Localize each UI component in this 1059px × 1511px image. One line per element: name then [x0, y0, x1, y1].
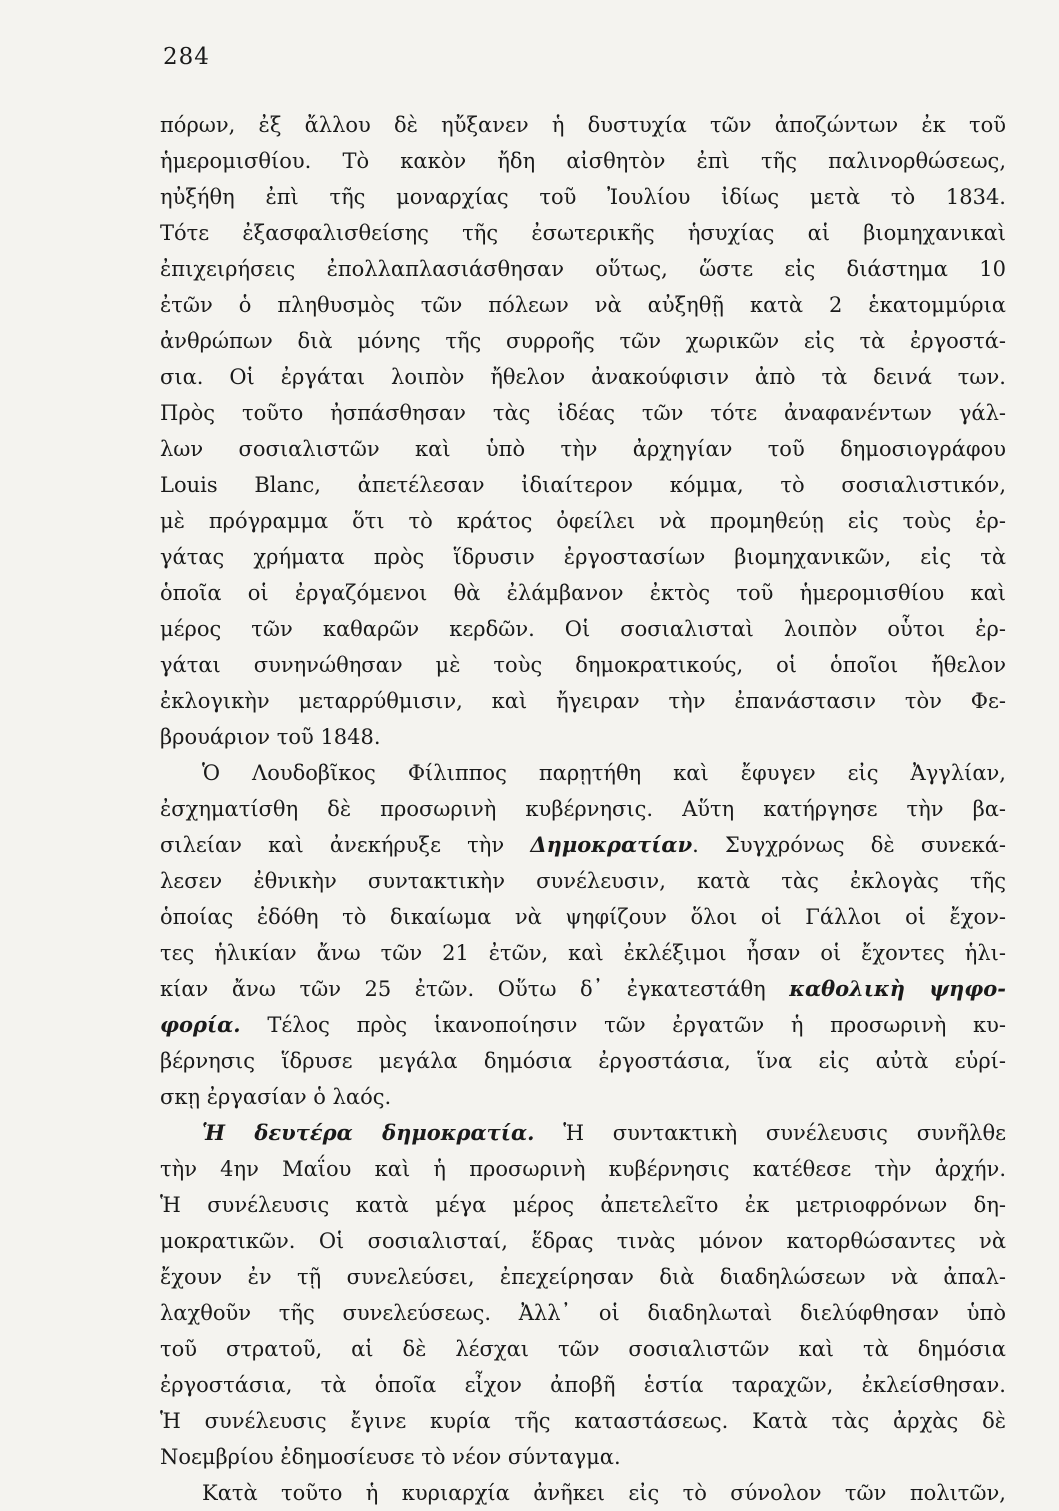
text-line: Τότε ἐξασφαλισθείσης τῆς ἐσωτερικῆς ἡσυχίας αἱ βιομηχανικαὶ: [160, 221, 1006, 245]
text-line: γάτας χρήματα πρὸς ἵδρυσιν ἐργοστασίων βιομηχανικῶν, εἰς τὰ: [160, 545, 1006, 569]
line-part: σιλείαν καὶ ἀνεκήρυξε τὴν: [160, 833, 505, 857]
line-part: Τέλος πρὸς ἱκανοποίησιν τῶν ἐργατῶν ἡ προσωρινὴ κυ-: [267, 1013, 1006, 1037]
text-line: Ἡ συνέλευσις ἔγινε κυρία τῆς καταστάσεως. Κατὰ τὰς ἀρχὰς δὲ: [160, 1409, 1006, 1433]
line-part: κίαν ἄνω τῶν 25 ἐτῶν. Οὕτω δ᾿ ἐγκατεστάθη: [160, 977, 766, 1001]
text-line: Louis Blanc, ἀπετέλεσαν ἰδιαίτερον κόμμα, τὸ σοσιαλιστικόν,: [160, 473, 1006, 497]
text-line: βρουάριον τοῦ 1848.: [160, 725, 381, 749]
section-heading-line: [160, 1115, 1006, 1151]
text-line: ἐσχηματίσθη δὲ προσωρινὴ κυβέρνησις. Αὕτη κατήργησε τὴν βα-: [160, 797, 1006, 821]
text-line: πόρων, ἐξ ἄλλου δὲ ηὔξανεν ἡ δυστυχία τῶν ἀποζώντων ἐκ τοῦ: [160, 113, 1006, 137]
text-line: τοῦ στρατοῦ, αἱ δὲ λέσχαι τῶν σοσιαλιστῶν καὶ τὰ δημόσια: [160, 1337, 1006, 1361]
text-line: λεσεν ἐθνικὴν συντακτικὴν συνέλευσιν, κατὰ τὰς ἐκλογὰς τῆς: [160, 869, 1006, 893]
text-line: λων σοσιαλιστῶν καὶ ὑπὸ τὴν ἀρχηγίαν τοῦ δημοσιογράφου: [160, 437, 1006, 461]
text-line: ἐκλογικὴν μεταρρύθμισιν, καὶ ἤγειραν τὴν ἐπανάστασιν τὸν Φε-: [160, 689, 1006, 713]
text-line: σκῃ ἐργασίαν ὁ λαός.: [160, 1085, 392, 1109]
text-line: ἀνθρώπων διὰ μόνης τῆς συρροῆς τῶν χωρικῶν εἰς τὰ ἐργοστά-: [160, 329, 1006, 353]
text-line: Κατὰ τοῦτο ἡ κυριαρχία ἀνῆκει εἰς τὸ σύνολον τῶν πολιτῶν,: [202, 1481, 1006, 1505]
text-line: Ὁ Λουδοβῖκος Φίλιππος παρῃτήθη καὶ ἔφυγεν εἰς Ἀγγλίαν,: [202, 761, 1006, 785]
text-line: ἐπιχειρήσεις ἐπολλαπλασιάσθησαν οὕτως, ὥστε εἰς διάστημα 10: [160, 257, 1006, 281]
text-line: ἐτῶν ὁ πληθυσμὸς τῶν πόλεων νὰ αὐξηθῇ κατὰ 2 ἑκατομμύρια: [160, 293, 1006, 317]
text-line: τὴν 4ην Μαΐου καὶ ἡ προσωρινὴ κυβέρνησις κατέθεσε τὴν ἀρχήν.: [160, 1157, 1006, 1181]
text-line: ἐργοστάσια, τὰ ὁποῖα εἶχον ἀποβῆ ἑστία ταραχῶν, ἐκλείσθησαν.: [160, 1373, 1006, 1397]
text-line: Ἡ συνέλευσις κατὰ μέγα μέρος ἀπετελεῖτο ἐκ μετριοφρόνων δη-: [160, 1193, 1006, 1217]
page-number: 284: [163, 44, 210, 70]
text-line: λαχθοῦν τῆς συνελεύσεως. Ἀλλ᾿ οἱ διαδηλωταὶ διελύφθησαν ὑπὸ: [160, 1301, 1006, 1325]
line-part: Ἡ συντακτικὴ συνέλευσις συνῆλθε: [563, 1121, 1006, 1145]
body-text: [160, 107, 1006, 1511]
text-line: Νοεμβρίου ἐδημοσίευσε τὸ νέον σύνταγμα.: [160, 1445, 621, 1469]
text-line: ηὐξήθη ἐπὶ τῆς μοναρχίας τοῦ Ἰουλίου ἰδίως μετὰ τὸ 1834.: [160, 185, 1006, 209]
text-line: μὲ πρόγραμμα ὅτι τὸ κράτος ὀφείλει νὰ προμηθεύῃ εἰς τοὺς ἐρ-: [160, 509, 1006, 533]
text-line: [160, 1007, 1006, 1043]
emphasis-universal-suffrage: καθολικὴ ψηφο-: [789, 976, 1006, 1001]
text-line: γάται συνηνώθησαν μὲ τοὺς δημοκρατικούς, οἱ ὁποῖοι ἤθελον: [160, 653, 1006, 677]
text-line: [160, 827, 1006, 863]
text-line: Πρὸς τοῦτο ἠσπάσθησαν τὰς ἰδέας τῶν τότε ἀναφανέντων γάλ-: [160, 401, 1006, 425]
text-line: μέρος τῶν καθαρῶν κερδῶν. Οἱ σοσιαλισταὶ λοιπὸν οὗτοι ἐρ-: [160, 617, 1006, 641]
section-heading: Ἡ δευτέρα δημοκρατία.: [202, 1120, 535, 1145]
text-line: ὁποῖα οἱ ἐργαζόμενοι θὰ ἐλάμβανον ἐκτὸς τοῦ ἡμερομισθίου καὶ: [160, 581, 1006, 605]
text-line: ὁποίας ἐδόθη τὸ δικαίωμα νὰ ψηφίζουν ὅλοι οἱ Γάλλοι οἱ ἔχον-: [160, 905, 1006, 929]
emphasis-universal-suffrage-end: φορία.: [160, 1012, 241, 1037]
text-line: τες ἡλικίαν ἄνω τῶν 21 ἐτῶν, καὶ ἐκλέξιμοι ἦσαν οἱ ἔχοντες ἡλι-: [160, 941, 1006, 965]
text-line: σια. Οἱ ἐργάται λοιπὸν ἤθελον ἀνακούφισιν ἀπὸ τὰ δεινά των.: [160, 365, 1006, 389]
text-line: βέρνησις ἵδρυσε μεγάλα δημόσια ἐργοστάσια, ἵνα εἰς αὐτὰ εὑρί-: [160, 1049, 1006, 1073]
text-line: [160, 971, 1006, 1007]
emphasis-democracy: Δημοκρατίαν: [530, 832, 693, 857]
text-line: μοκρατικῶν. Οἱ σοσιαλισταί, ἕδρας τινὰς μόνον κατορθώσαντες νὰ: [160, 1229, 1006, 1253]
line-part: . Συγχρόνως δὲ συνεκά-: [692, 833, 1006, 857]
text-line: ἡμερομισθίου. Τὸ κακὸν ἤδη αἰσθητὸν ἐπὶ τῆς παλινορθώσεως,: [160, 149, 1006, 173]
text-line: ἔχουν ἐν τῇ συνελεύσει, ἐπεχείρησαν διὰ διαδηλώσεων νὰ ἀπαλ-: [160, 1265, 1006, 1289]
